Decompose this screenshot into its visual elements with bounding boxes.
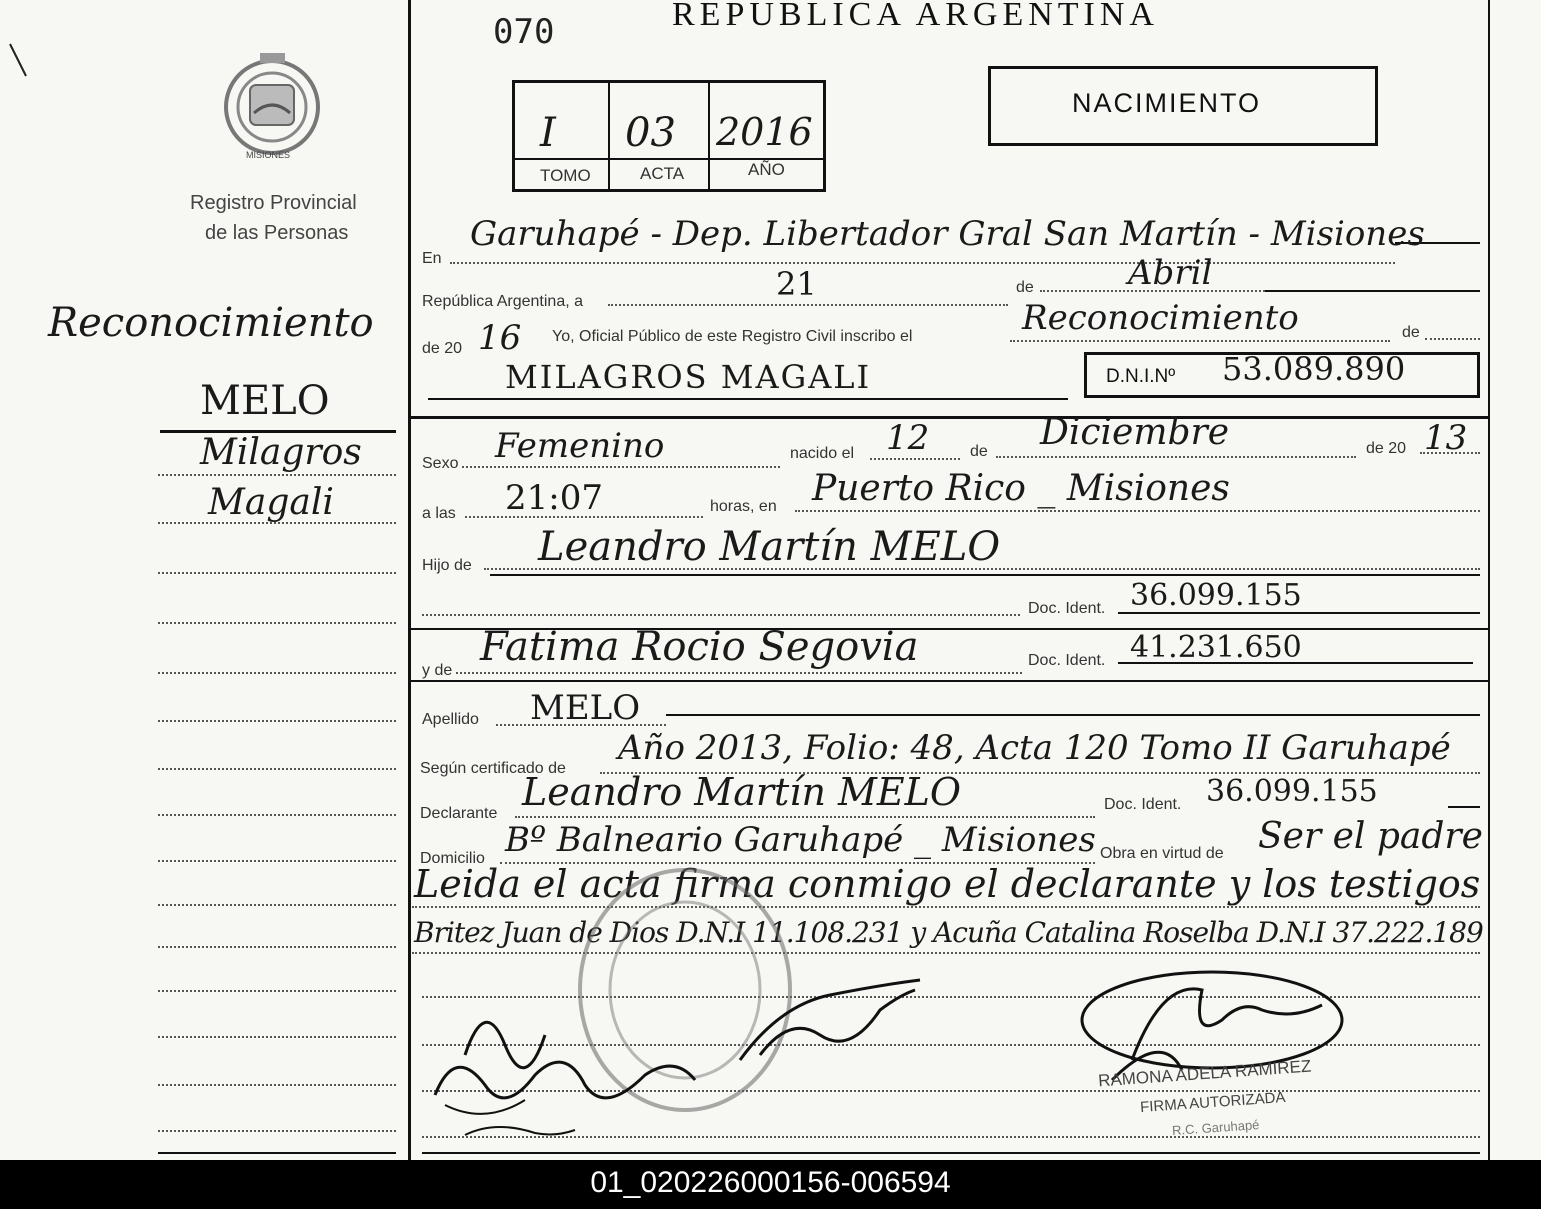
margin-dotted-line xyxy=(158,860,396,862)
mother-doc: 41.231.650 xyxy=(1130,630,1302,665)
label-domicilio: Domicilio xyxy=(420,850,485,867)
tomo-value: I xyxy=(540,110,556,156)
emblem-caption: MISIONES xyxy=(246,150,291,160)
birth-year-suffix: 13 xyxy=(1424,418,1468,458)
label-segun: Según certificado de xyxy=(420,760,566,777)
corner-pen-mark xyxy=(6,40,30,80)
margin-dotted-line xyxy=(158,572,396,574)
solid-line xyxy=(1448,806,1480,808)
surname: MELO xyxy=(530,688,641,728)
margin-dotted-line xyxy=(158,474,396,476)
margin-dotted-line xyxy=(158,1036,396,1038)
margin-dotted-line xyxy=(158,622,396,624)
declarant-doc: 36.099.155 xyxy=(1206,774,1378,809)
dotted-line xyxy=(1425,338,1480,340)
certificate-reference: Año 2013, Folio: 48, Acta 120 Tomo II Garuhapé xyxy=(618,728,1451,768)
margin-given-name-1: Milagros xyxy=(200,432,362,473)
registry-name-line2: de las Personas xyxy=(205,222,349,244)
label-de20: de 20 xyxy=(422,340,463,357)
margin-note: Reconocimiento xyxy=(48,300,374,346)
dotted-line xyxy=(795,510,1480,512)
label-republica: República Argentina, a xyxy=(422,293,583,310)
father-name: Leandro Martín MELO xyxy=(538,524,1001,570)
country-header: REPUBLICA ARGENTINA xyxy=(672,0,1159,33)
dotted-line xyxy=(1010,340,1390,342)
act-type: Reconocimiento xyxy=(1022,298,1299,338)
label-de: de xyxy=(1402,324,1420,341)
birth-place: Puerto Rico _ Misiones xyxy=(812,468,1230,509)
father-doc: 36.099.155 xyxy=(1130,578,1302,613)
margin-dotted-line xyxy=(158,990,396,992)
margin-bottom-line xyxy=(158,1152,396,1154)
label-de20: de 20 xyxy=(1366,440,1407,457)
margin-given-name-2: Magali xyxy=(208,482,334,523)
dotted-line xyxy=(450,262,1395,264)
label-hijo: Hijo de xyxy=(422,557,472,574)
record-type: NACIMIENTO xyxy=(1072,88,1262,118)
margin-dotted-line xyxy=(158,1130,396,1132)
label-doc: Doc. Ident. xyxy=(1028,652,1106,669)
birth-day: 12 xyxy=(886,418,930,458)
reference-divider xyxy=(708,80,710,192)
reason: Ser el padre xyxy=(1258,816,1483,857)
solid-line xyxy=(1118,662,1473,664)
solid-line xyxy=(428,398,1068,400)
label-doc: Doc. Ident. xyxy=(1028,600,1106,617)
solid-line xyxy=(1265,290,1480,292)
registry-name-line1: Registro Provincial xyxy=(190,192,357,214)
label-doc: Doc. Ident. xyxy=(1104,796,1182,813)
officer-name-stamp: RAMONA ADELA RAMIREZ xyxy=(1097,1056,1312,1091)
label-apellido: Apellido xyxy=(422,711,479,728)
tomo-label: TOMO xyxy=(540,166,591,185)
label-dni: D.N.I.Nº xyxy=(1106,366,1176,387)
officer-title-stamp: FIRMA AUTORIZADA xyxy=(1139,1088,1286,1117)
label-de: de xyxy=(970,443,988,460)
label-yde: y de xyxy=(422,662,453,679)
birth-time: 21:07 xyxy=(505,478,603,518)
margin-dotted-line xyxy=(158,672,396,674)
sex: Femenino xyxy=(495,426,665,466)
solid-line xyxy=(490,574,1480,576)
declarant-name: Leandro Martín MELO xyxy=(522,770,962,814)
section-divider xyxy=(410,416,1488,419)
margin-dotted-line xyxy=(158,946,396,948)
officer-place-stamp: R.C. Garuhapé xyxy=(1171,1116,1260,1139)
registered-dni: 53.089.890 xyxy=(1222,350,1406,388)
declarant-signature xyxy=(730,965,930,1075)
dotted-line xyxy=(870,458,960,460)
reference-divider xyxy=(608,80,610,192)
section-divider xyxy=(410,680,1488,682)
dotted-line xyxy=(422,614,1020,616)
margin-dotted-line xyxy=(158,720,396,722)
right-edge-line xyxy=(1488,0,1490,1160)
label-alas: a las xyxy=(422,505,456,522)
dotted-line xyxy=(608,304,1008,306)
dotted-line xyxy=(456,672,1022,674)
anio-value: 2016 xyxy=(716,110,813,154)
witness-signature xyxy=(425,985,715,1145)
registration-place: Garuhapé - Dep. Libertador Gral San Martín - Misiones xyxy=(470,214,1425,254)
dotted-line xyxy=(462,466,780,468)
label-de: de xyxy=(1016,279,1034,296)
label-horas: horas, en xyxy=(710,498,777,515)
address: Bº Balneario Garuhapé _ Misiones xyxy=(505,820,1096,860)
label-nacido: nacido el xyxy=(790,445,855,462)
margin-dotted-line xyxy=(158,1084,396,1086)
margin-dotted-line xyxy=(158,522,396,524)
registration-year-suffix: 16 xyxy=(478,318,522,358)
mother-name: Fatima Rocio Segovia xyxy=(480,624,919,670)
registration-month: Abril xyxy=(1128,253,1213,293)
label-declarante: Declarante xyxy=(420,805,498,822)
scan-id-bar xyxy=(0,1160,1541,1209)
dotted-line xyxy=(996,456,1356,458)
document-number: 070 xyxy=(493,12,555,52)
solid-line xyxy=(666,714,1480,716)
margin-dotted-line xyxy=(158,814,396,816)
registration-day: 21 xyxy=(776,265,817,303)
birth-month: Diciembre xyxy=(1040,412,1230,453)
acta-label: ACTA xyxy=(640,164,685,183)
dotted-line xyxy=(515,816,1095,818)
free-text-line-2: Britez Juan de Dios D.N.I 11.108.231 y Acuña Catalina Roselba D.N.I 37.222.189 xyxy=(414,916,1483,949)
label-en: En xyxy=(422,250,442,267)
label-obra: Obra en virtud de xyxy=(1100,845,1224,862)
scan-id: 01_020226000156-006594 xyxy=(590,1166,951,1199)
margin-surname: MELO xyxy=(200,378,330,424)
margin-dotted-line xyxy=(158,768,396,770)
registered-name: MILAGROS MAGALI xyxy=(505,358,872,396)
acta-value: 03 xyxy=(625,110,676,156)
solid-line xyxy=(1118,612,1480,614)
free-text-line-1: Leida el acta firma conmigo el declarante y los testigos xyxy=(414,862,1481,906)
column-divider xyxy=(408,0,411,1160)
label-sexo: Sexo xyxy=(422,455,459,472)
label-oficial: Yo, Oficial Público de este Registro Civil inscribo el xyxy=(552,328,913,345)
bottom-line xyxy=(422,1152,1480,1154)
margin-dotted-line xyxy=(158,904,396,906)
anio-label: AÑO xyxy=(748,160,785,179)
